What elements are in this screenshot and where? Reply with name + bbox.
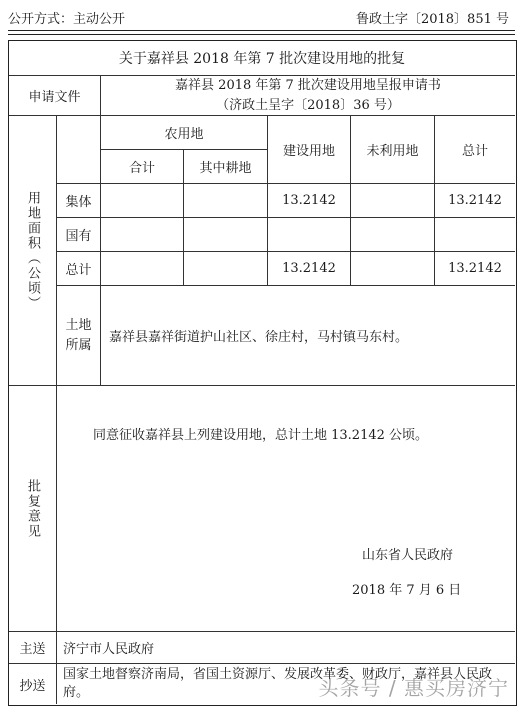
approval-label: 批复意见 (25, 478, 40, 539)
cell-total-construction: 13.2142 (267, 251, 350, 285)
main-recipient-value: 济宁市人民政府 (56, 631, 515, 663)
cell-total-unused (350, 251, 434, 285)
cc-label: 抄送 (9, 663, 56, 704)
disclosure-method: 公开方式：主动公开 (8, 12, 126, 27)
row-label-state: 国有 (56, 217, 100, 251)
cell-state-total (434, 217, 515, 251)
cell-collective-unused (350, 183, 434, 217)
approval-label-cell (9, 385, 56, 631)
cell-state-subtotal (100, 217, 183, 251)
ownership-label: 土地 所属 (56, 285, 100, 385)
cell-collective-construction: 13.2142 (267, 183, 350, 217)
watermark: 头条号 / 惠买房济宁 (318, 676, 509, 700)
cell-collective-total: 13.2142 (434, 183, 515, 217)
form-title: 关于嘉祥县 2018 年第 7 批次建设用地的批复 (118, 51, 406, 67)
header-rule-bottom (8, 34, 515, 35)
header-rule-top (8, 30, 515, 31)
cell-state-unused (350, 217, 434, 251)
land-area-label: 用地面积（公顷） (25, 190, 40, 311)
main-recipient-label: 主送 (9, 631, 56, 663)
cell-state-construction (267, 217, 350, 251)
cell-total-total: 13.2142 (434, 251, 515, 285)
row-label-total: 总计 (56, 251, 100, 285)
application-label: 申请文件 (9, 75, 100, 115)
approval-form (8, 40, 517, 706)
approval-text: 同意征收嘉祥县上列建设用地，总计土地 13.2142 公顷。 (93, 428, 429, 443)
cell-collective-cultivated (183, 183, 267, 217)
cell-state-cultivated (183, 217, 267, 251)
corner-cell (56, 115, 100, 183)
approval-date: 2018 年 7 月 6 日 (352, 583, 462, 598)
header-construction: 建设用地 (267, 115, 350, 183)
document-number: 鲁政土字〔2018〕851 号 (355, 12, 509, 27)
header-unused: 未利用地 (350, 115, 434, 183)
approval-body (56, 385, 515, 631)
application-value: 嘉祥县 2018 年第 7 批次建设用地呈报申请书 （济政土呈字〔2018〕36 号） (100, 75, 515, 115)
header-total: 总计 (434, 115, 515, 183)
cell-total-cultivated (183, 251, 267, 285)
land-area-label-cell (9, 115, 56, 385)
header-farmland: 农用地 (100, 115, 267, 149)
cell-collective-subtotal (100, 183, 183, 217)
header-cultivated: 其中耕地 (183, 149, 267, 183)
cc-value: 国家土地督察济南局，省国土资源厅、发展改革委、财政厅，嘉祥县人民政府。 (56, 663, 515, 704)
approval-issuer: 山东省人民政府 (362, 548, 454, 563)
cell-total-subtotal (100, 251, 183, 285)
header-subtotal: 合计 (100, 149, 183, 183)
row-label-collective: 集体 (56, 183, 100, 217)
ownership-value: 嘉祥县嘉祥街道护山社区、徐庄村，马村镇马东村。 (100, 285, 515, 385)
